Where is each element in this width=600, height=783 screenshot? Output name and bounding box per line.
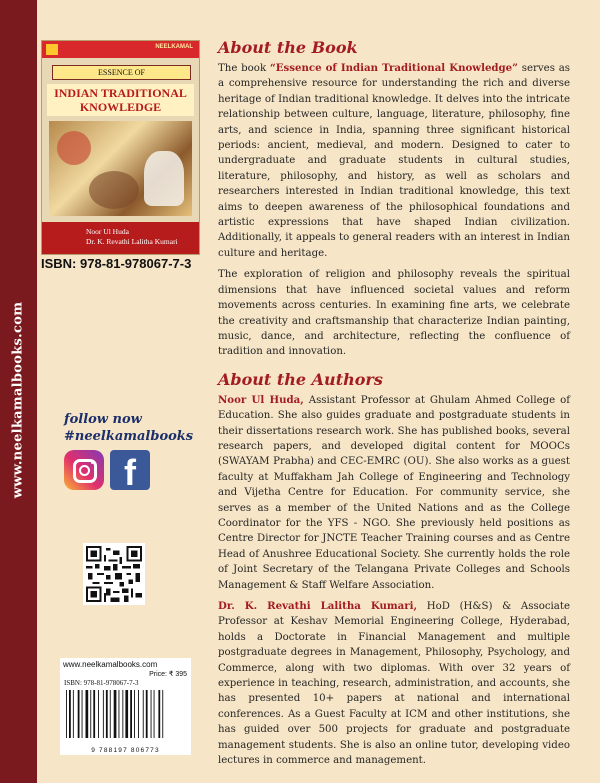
barcode-bar — [122, 690, 123, 738]
cover-artwork — [49, 121, 192, 216]
barcode-bar — [103, 690, 104, 738]
barcode-bar — [106, 690, 108, 738]
follow-text: follow now — [64, 412, 142, 427]
follow-block — [64, 411, 193, 445]
facebook-icon[interactable] — [110, 450, 150, 493]
barcode-bar — [78, 690, 80, 738]
barcode — [64, 690, 187, 744]
facebook-glyph: f — [124, 452, 136, 493]
barcode-bar — [90, 690, 91, 738]
spine-url: www.neelkamalbooks.com — [10, 301, 26, 499]
barcode-bar — [154, 690, 155, 738]
cover-art-shape — [144, 151, 184, 206]
author-2-name: Dr. K. Revathi Lalitha Kumari, — [218, 600, 418, 612]
spine — [0, 0, 37, 783]
hashtag: #neelkamalbooks — [64, 429, 194, 444]
about-authors-heading: About the Authors — [218, 369, 383, 389]
author-1-bio: Noor Ul Huda, Assistant Professor at Ghulam Ahmed College of Education. She also guides graduate and postgraduate students in their dissertations research work. She has published books, several research papers, and developed digital content for MOOCs (SWAYAM Prabha) and CEC-EMRC (OU). She also works as a guest faculty at Muffakham Jah College of Engineering and Technology and Vijetha Centre for Education. For community service, she serves as a member of the United Nations and as the College Coordinator for the YFS - NGO. She previously held positions as Centre Director for JNCTE Teacher Training courses and as Centre Head of Anushree Educational Society. She currently holds the role of Joint Secretary of the Telangana Private Colleges and Schools Management & Staff Welfare Association. — [218, 393, 570, 591]
cover-essence-label: ESSENCE OF — [52, 65, 191, 80]
barcode-bar — [158, 690, 160, 738]
barcode-bar — [125, 690, 128, 738]
about-book-heading: About the Book — [218, 38, 358, 57]
barcode-bar — [143, 690, 144, 738]
cover-authors — [42, 222, 199, 254]
book-cover-thumbnail — [41, 40, 200, 255]
book-title-emphasis: “Essence of Indian Traditional Knowledge” — [269, 62, 519, 74]
barcode-bar — [114, 690, 117, 738]
barcode-bar — [138, 690, 139, 738]
cover-title-line2: KNOWLEDGE — [79, 100, 162, 114]
barcode-bar — [151, 690, 152, 738]
author-1-name: Noor Ul Huda, — [218, 393, 304, 406]
barcode-bar — [119, 690, 120, 738]
cover-publisher-bar — [42, 41, 199, 58]
cover-art-shape — [89, 171, 139, 209]
barcode-bar — [82, 690, 83, 738]
cover-author-1: Noor Ul Huda — [86, 227, 129, 236]
isbn-label: ISBN: 978-81-978067-7-3 — [41, 256, 192, 271]
barcode-isbn: ISBN: 978-81-978067-7-3 — [64, 679, 139, 687]
instagram-icon[interactable] — [64, 450, 104, 490]
publisher-logo-icon — [46, 44, 58, 55]
barcode-bar — [66, 690, 67, 738]
barcode-bar — [130, 690, 132, 738]
cover-title-line1: INDIAN TRADITIONAL — [54, 86, 187, 100]
barcode-bar — [73, 690, 74, 738]
barcode-digits: 9 788197 806773 — [91, 747, 160, 754]
barcode-bar — [93, 690, 95, 738]
barcode-bar — [162, 690, 163, 738]
barcode-bar — [146, 690, 148, 738]
price-label: Price: ₹ 395 — [149, 671, 187, 678]
about-book-paragraph-1: The book “Essence of Indian Traditional Knowledge” serves as a comprehensive resource for understanding the rich and diverse heritage of Indian traditional knowledge. It delves into the intricate relationship between culture, language, literature, philosophy, fine arts, and science in India, spanning three significant historical periods: ancient, medieval, and modern. Designed to cater to undergraduate and graduate students in cultural studies, literature, philosophy, and history, as well as scholars and researchers interested in Indian traditional knowledge, this text aims to deepen awareness of the philosophical foundations and artistic expressions that have shaped Indian civilization. Additionally, it appeals to general readers with an interest in Indian culture and heritage. — [218, 62, 571, 259]
cover-title — [47, 84, 194, 116]
qr-code[interactable] — [83, 543, 145, 605]
cover-publisher-name: NEELKAMAL — [155, 44, 193, 50]
cover-art-shape — [57, 131, 91, 165]
barcode-bar — [86, 690, 89, 738]
cover-author-2: Dr. K. Revathi Lalitha Kumari — [86, 237, 178, 246]
back-cover-text — [218, 38, 570, 774]
barcode-bar — [134, 690, 135, 738]
barcode-box — [60, 658, 191, 755]
about-book-paragraph-2: The exploration of religion and philosophy reveals the spiritual dimensions that have influenced societal values and reform movements across centuries. In examining fine arts, we celebrate the creativity and craftsmanship that characterize Indian painting, music, dance, and architecture, reflecting the confluence of tradition and innovation. — [218, 269, 570, 358]
barcode-bar — [98, 690, 99, 738]
barcode-bar — [69, 690, 71, 738]
barcode-bar — [110, 690, 111, 738]
barcode-url: www.neelkamalbooks.com — [63, 660, 158, 669]
author-2-bio: Dr. K. Revathi Lalitha Kumari, HoD (H&S) & Associate Professor at Keshav Memorial Engineering College, Hyderabad, holds a Doctorate in Financial Management and multiple postgraduate degrees in Management, Philosophy, Psychology, and Commerce, along with two diplomas. With over 32 years of experience in teaching, research, administration, and accounts, she has presented 10+ papers at national and international conferences. As a Guest Faculty at ICM and other institutions, she has guided over 500 projects for graduate and postgraduate management students. She is also an online tutor, developing video lectures in commerce and management. — [218, 600, 570, 767]
